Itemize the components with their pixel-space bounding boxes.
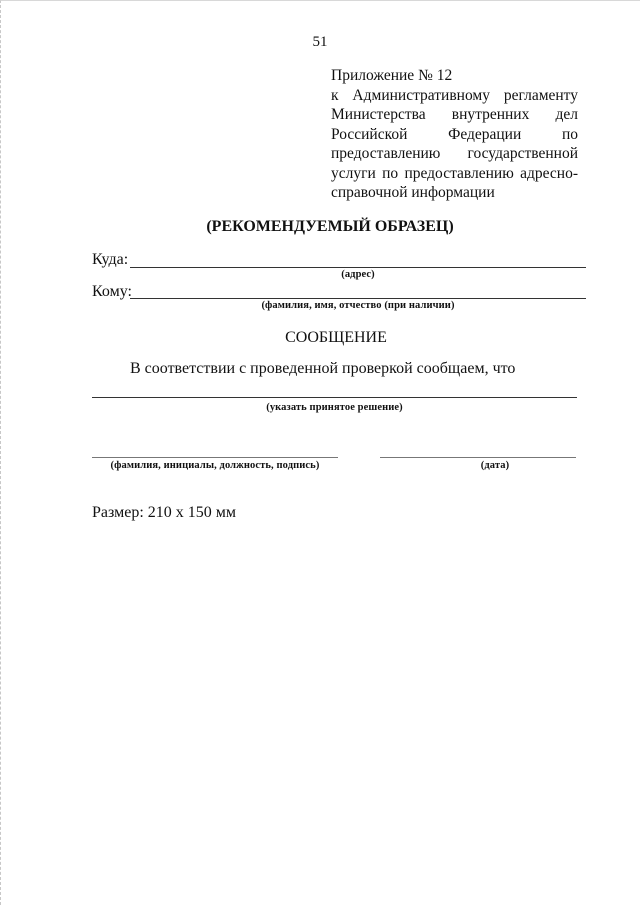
signer-line [92, 457, 338, 458]
message-title: СООБЩЕНИЕ [285, 329, 387, 346]
date-line [380, 457, 576, 458]
appendix-line: Российской Федерации по [331, 125, 578, 143]
signer-caption: (фамилия, инициалы, должность, подпись) [110, 460, 320, 471]
sample-heading: (РЕКОМЕНДУЕМЫЙ ОБРАЗЕЦ) [206, 218, 454, 235]
recipient-line [130, 298, 586, 299]
appendix-line: к Административному регламенту [331, 86, 578, 104]
appendix-body [331, 86, 578, 203]
address-caption: (адрес) [341, 269, 375, 280]
message-text: В соответствии с проведенной проверкой сообщаем, что [130, 360, 516, 377]
decision-caption: (указать принятое решение) [266, 402, 403, 413]
recipient-caption: (фамилия, имя, отчество (при наличии) [261, 300, 455, 311]
appendix-block [331, 66, 578, 203]
to-whom-label: Кому: [92, 283, 132, 300]
appendix-title: Приложение № 12 [331, 67, 453, 84]
address-line [130, 267, 586, 268]
to-where-label: Куда: [92, 251, 129, 268]
appendix-line: справочной информации [331, 184, 495, 201]
page-number: 51 [312, 34, 328, 50]
size-note: Размер: 210 х 150 мм [92, 504, 237, 521]
appendix-line: Министерства внутренних дел [331, 106, 578, 123]
appendix-line: предоставлению государственной [331, 145, 578, 162]
date-caption: (дата) [480, 460, 510, 471]
decision-line [92, 397, 577, 398]
appendix-line: услуги по предоставлению адресно- [331, 164, 578, 182]
